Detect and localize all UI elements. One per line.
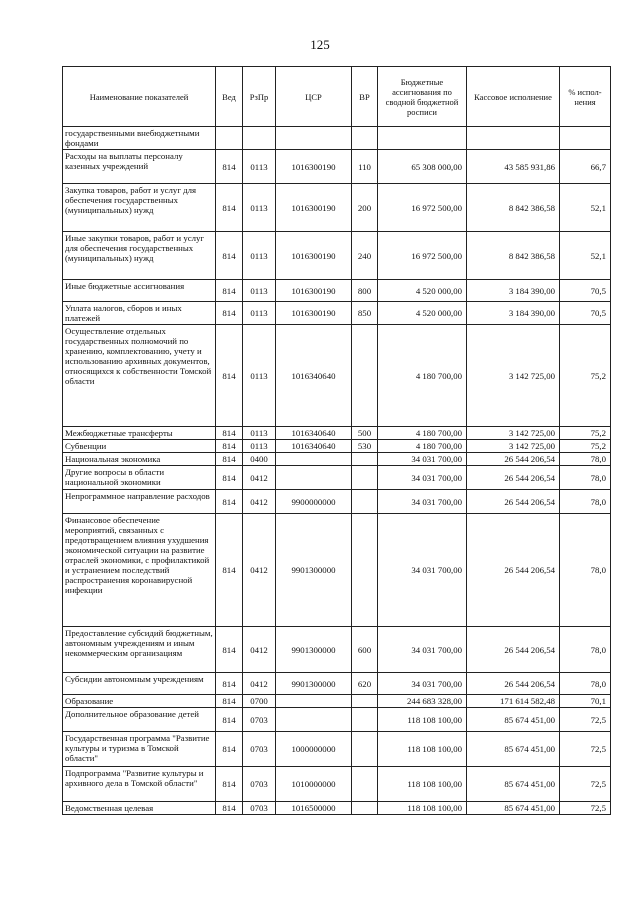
header-rzpr: РзПр xyxy=(243,67,276,127)
cell-csr: 9901300000 xyxy=(276,514,352,627)
cell-cash: 26 544 206,54 xyxy=(467,514,560,627)
cell-ved: 814 xyxy=(216,490,243,514)
cell-pct: 78,0 xyxy=(560,453,611,466)
cell-rzpr: 0703 xyxy=(243,767,276,802)
cell-vr: 530 xyxy=(352,440,378,453)
cell-vr xyxy=(352,466,378,490)
cell-ved: 814 xyxy=(216,673,243,695)
cell-csr: 1016300190 xyxy=(276,184,352,232)
cell-name: Субсидии автономным учреждениям xyxy=(63,673,216,695)
cell-budget: 4 180 700,00 xyxy=(378,440,467,453)
cell-vr: 600 xyxy=(352,627,378,673)
cell-rzpr: 0412 xyxy=(243,466,276,490)
budget-table xyxy=(62,66,611,815)
cell-csr xyxy=(276,453,352,466)
cell-vr xyxy=(352,514,378,627)
cell-pct: 70,1 xyxy=(560,695,611,708)
table-row xyxy=(63,627,611,673)
cell-csr xyxy=(276,127,352,150)
cell-rzpr: 0412 xyxy=(243,490,276,514)
cell-budget: 4 180 700,00 xyxy=(378,325,467,427)
cell-ved: 814 xyxy=(216,150,243,184)
cell-ved: 814 xyxy=(216,767,243,802)
table-row xyxy=(63,802,611,815)
cell-budget: 34 031 700,00 xyxy=(378,490,467,514)
page-number: 125 xyxy=(310,37,330,52)
cell-budget: 4 180 700,00 xyxy=(378,427,467,440)
cell-rzpr: 0113 xyxy=(243,232,276,280)
table-row xyxy=(63,708,611,732)
header-name: Наименование показателей xyxy=(63,67,216,127)
cell-vr xyxy=(352,802,378,815)
cell-name: Предоставление субсидий бюджетным, автономным учреждениям и иным некоммерческим организациям xyxy=(63,627,216,673)
cell-vr: 240 xyxy=(352,232,378,280)
cell-csr xyxy=(276,695,352,708)
cell-ved: 814 xyxy=(216,466,243,490)
cell-cash: 3 184 390,00 xyxy=(467,302,560,325)
table-body xyxy=(63,127,611,815)
cell-pct: 70,5 xyxy=(560,280,611,302)
header-ved: Вед xyxy=(216,67,243,127)
cell-cash: 85 674 451,00 xyxy=(467,732,560,767)
cell-rzpr: 0113 xyxy=(243,150,276,184)
cell-name: Ведомственная целевая xyxy=(63,802,216,815)
cell-vr: 110 xyxy=(352,150,378,184)
table-row xyxy=(63,325,611,427)
table-row xyxy=(63,427,611,440)
cell-pct: 72,5 xyxy=(560,708,611,732)
cell-cash: 85 674 451,00 xyxy=(467,708,560,732)
cell-name: Финансовое обеспечение мероприятий, связанных с предотвращением влияния ухудшения экономической ситуации на развитие отраслей экономики, с профилактикой и устранением последствий распространения коронавирусной инфекции xyxy=(63,514,216,627)
cell-budget: 34 031 700,00 xyxy=(378,673,467,695)
cell-cash: 26 544 206,54 xyxy=(467,490,560,514)
cell-budget: 118 108 100,00 xyxy=(378,708,467,732)
cell-name: Непрограммное направление расходов xyxy=(63,490,216,514)
cell-vr xyxy=(352,767,378,802)
cell-ved: 814 xyxy=(216,232,243,280)
cell-pct: 52,1 xyxy=(560,184,611,232)
cell-cash: 26 544 206,54 xyxy=(467,453,560,466)
cell-rzpr: 0113 xyxy=(243,184,276,232)
cell-budget: 16 972 500,00 xyxy=(378,184,467,232)
cell-csr: 1016340640 xyxy=(276,427,352,440)
cell-rzpr: 0113 xyxy=(243,280,276,302)
cell-vr xyxy=(352,490,378,514)
cell-name: Другие вопросы в области национальной экономики xyxy=(63,466,216,490)
table-row xyxy=(63,695,611,708)
cell-rzpr: 0700 xyxy=(243,695,276,708)
cell-vr xyxy=(352,453,378,466)
cell-vr: 850 xyxy=(352,302,378,325)
cell-csr: 1016300190 xyxy=(276,150,352,184)
cell-csr: 1016300190 xyxy=(276,280,352,302)
table-row xyxy=(63,232,611,280)
cell-vr: 500 xyxy=(352,427,378,440)
cell-name: Иные закупки товаров, работ и услуг для обеспечения государственных (муниципальных) нужд xyxy=(63,232,216,280)
cell-name: Национальная экономика xyxy=(63,453,216,466)
cell-vr xyxy=(352,732,378,767)
cell-cash: 3 142 725,00 xyxy=(467,325,560,427)
cell-ved: 814 xyxy=(216,627,243,673)
cell-rzpr: 0400 xyxy=(243,453,276,466)
cell-name: Иные бюджетные ассигнования xyxy=(63,280,216,302)
cell-ved: 814 xyxy=(216,440,243,453)
cell-vr: 200 xyxy=(352,184,378,232)
cell-csr xyxy=(276,708,352,732)
table-row xyxy=(63,767,611,802)
cell-rzpr: 0412 xyxy=(243,673,276,695)
cell-pct: 72,5 xyxy=(560,767,611,802)
cell-ved: 814 xyxy=(216,732,243,767)
cell-budget: 4 520 000,00 xyxy=(378,302,467,325)
cell-vr xyxy=(352,127,378,150)
table-row xyxy=(63,453,611,466)
cell-budget: 118 108 100,00 xyxy=(378,767,467,802)
table-row xyxy=(63,466,611,490)
cell-csr: 1016300190 xyxy=(276,232,352,280)
cell-vr xyxy=(352,325,378,427)
table-row xyxy=(63,440,611,453)
cell-rzpr: 0113 xyxy=(243,427,276,440)
cell-name: Субвенции xyxy=(63,440,216,453)
cell-pct: 75,2 xyxy=(560,440,611,453)
cell-csr: 1016500000 xyxy=(276,802,352,815)
cell-cash: 8 842 386,58 xyxy=(467,184,560,232)
cell-cash: 171 614 582,48 xyxy=(467,695,560,708)
cell-csr: 1016300190 xyxy=(276,302,352,325)
cell-ved: 814 xyxy=(216,708,243,732)
table-row xyxy=(63,150,611,184)
cell-budget xyxy=(378,127,467,150)
header-vr: ВР xyxy=(352,67,378,127)
cell-pct: 78,0 xyxy=(560,466,611,490)
cell-cash: 3 142 725,00 xyxy=(467,427,560,440)
cell-ved: 814 xyxy=(216,184,243,232)
cell-pct: 72,5 xyxy=(560,732,611,767)
table-row xyxy=(63,127,611,150)
cell-rzpr: 0703 xyxy=(243,732,276,767)
table-header-row xyxy=(63,67,611,127)
table-row xyxy=(63,514,611,627)
cell-budget: 34 031 700,00 xyxy=(378,453,467,466)
cell-pct: 75,2 xyxy=(560,325,611,427)
cell-rzpr: 0412 xyxy=(243,514,276,627)
header-csr: ЦСР xyxy=(276,67,352,127)
table-row xyxy=(63,490,611,514)
cell-vr xyxy=(352,708,378,732)
cell-csr xyxy=(276,466,352,490)
cell-vr: 800 xyxy=(352,280,378,302)
header-budget: Бюджетные ассигнования по сводной бюджетной росписи xyxy=(378,67,467,127)
cell-budget: 4 520 000,00 xyxy=(378,280,467,302)
cell-ved: 814 xyxy=(216,325,243,427)
cell-ved: 814 xyxy=(216,280,243,302)
cell-csr: 1016340640 xyxy=(276,440,352,453)
cell-cash: 85 674 451,00 xyxy=(467,767,560,802)
cell-pct xyxy=(560,127,611,150)
cell-pct: 78,0 xyxy=(560,627,611,673)
cell-name: Межбюджетные трансферты xyxy=(63,427,216,440)
cell-name: Расходы на выплаты персоналу казенных учреждений xyxy=(63,150,216,184)
cell-rzpr xyxy=(243,127,276,150)
cell-pct: 52,1 xyxy=(560,232,611,280)
header-pct: % испол-нения xyxy=(560,67,611,127)
cell-vr: 620 xyxy=(352,673,378,695)
table-row xyxy=(63,184,611,232)
cell-ved: 814 xyxy=(216,427,243,440)
cell-rzpr: 0703 xyxy=(243,708,276,732)
cell-rzpr: 0703 xyxy=(243,802,276,815)
cell-budget: 244 683 328,00 xyxy=(378,695,467,708)
cell-pct: 70,5 xyxy=(560,302,611,325)
table-row xyxy=(63,732,611,767)
cell-pct: 78,0 xyxy=(560,673,611,695)
cell-ved: 814 xyxy=(216,695,243,708)
cell-csr: 9901300000 xyxy=(276,673,352,695)
cell-pct: 66,7 xyxy=(560,150,611,184)
cell-name: Закупка товаров, работ и услуг для обеспечения государственных (муниципальных) нужд xyxy=(63,184,216,232)
cell-csr: 1000000000 xyxy=(276,732,352,767)
cell-rzpr: 0113 xyxy=(243,302,276,325)
cell-rzpr: 0412 xyxy=(243,627,276,673)
cell-pct: 78,0 xyxy=(560,514,611,627)
cell-budget: 118 108 100,00 xyxy=(378,732,467,767)
cell-cash: 26 544 206,54 xyxy=(467,673,560,695)
cell-ved xyxy=(216,127,243,150)
cell-cash: 26 544 206,54 xyxy=(467,466,560,490)
cell-budget: 34 031 700,00 xyxy=(378,514,467,627)
cell-budget: 118 108 100,00 xyxy=(378,802,467,815)
cell-name: Уплата налогов, сборов и иных платежей xyxy=(63,302,216,325)
cell-pct: 78,0 xyxy=(560,490,611,514)
table-row xyxy=(63,280,611,302)
cell-ved: 814 xyxy=(216,453,243,466)
cell-pct: 75,2 xyxy=(560,427,611,440)
cell-cash: 3 184 390,00 xyxy=(467,280,560,302)
cell-csr: 1010000000 xyxy=(276,767,352,802)
cell-pct: 72,5 xyxy=(560,802,611,815)
cell-name: государственными внебюджетными фондами xyxy=(63,127,216,150)
cell-cash: 26 544 206,54 xyxy=(467,627,560,673)
cell-csr: 9900000000 xyxy=(276,490,352,514)
table-row xyxy=(63,302,611,325)
header-cash: Кассовое исполнение xyxy=(467,67,560,127)
cell-cash: 3 142 725,00 xyxy=(467,440,560,453)
cell-name: Дополнительное образование детей xyxy=(63,708,216,732)
cell-ved: 814 xyxy=(216,514,243,627)
cell-rzpr: 0113 xyxy=(243,325,276,427)
cell-vr xyxy=(352,695,378,708)
cell-cash: 85 674 451,00 xyxy=(467,802,560,815)
cell-budget: 34 031 700,00 xyxy=(378,627,467,673)
cell-cash: 8 842 386,58 xyxy=(467,232,560,280)
cell-cash xyxy=(467,127,560,150)
cell-name: Государственная программа "Развитие культуры и туризма в Томской области" xyxy=(63,732,216,767)
cell-ved: 814 xyxy=(216,302,243,325)
cell-ved: 814 xyxy=(216,802,243,815)
cell-name: Образование xyxy=(63,695,216,708)
table-row xyxy=(63,673,611,695)
cell-csr: 9901300000 xyxy=(276,627,352,673)
cell-csr: 1016340640 xyxy=(276,325,352,427)
cell-name: Подпрограмма "Развитие культуры и архивного дела в Томской области" xyxy=(63,767,216,802)
cell-budget: 34 031 700,00 xyxy=(378,466,467,490)
cell-rzpr: 0113 xyxy=(243,440,276,453)
cell-cash: 43 585 931,86 xyxy=(467,150,560,184)
cell-name: Осуществление отдельных государственных полномочий по хранению, комплектованию, учету и использованию архивных документов, относящихся к собственности Томской области xyxy=(63,325,216,427)
cell-budget: 65 308 000,00 xyxy=(378,150,467,184)
cell-budget: 16 972 500,00 xyxy=(378,232,467,280)
